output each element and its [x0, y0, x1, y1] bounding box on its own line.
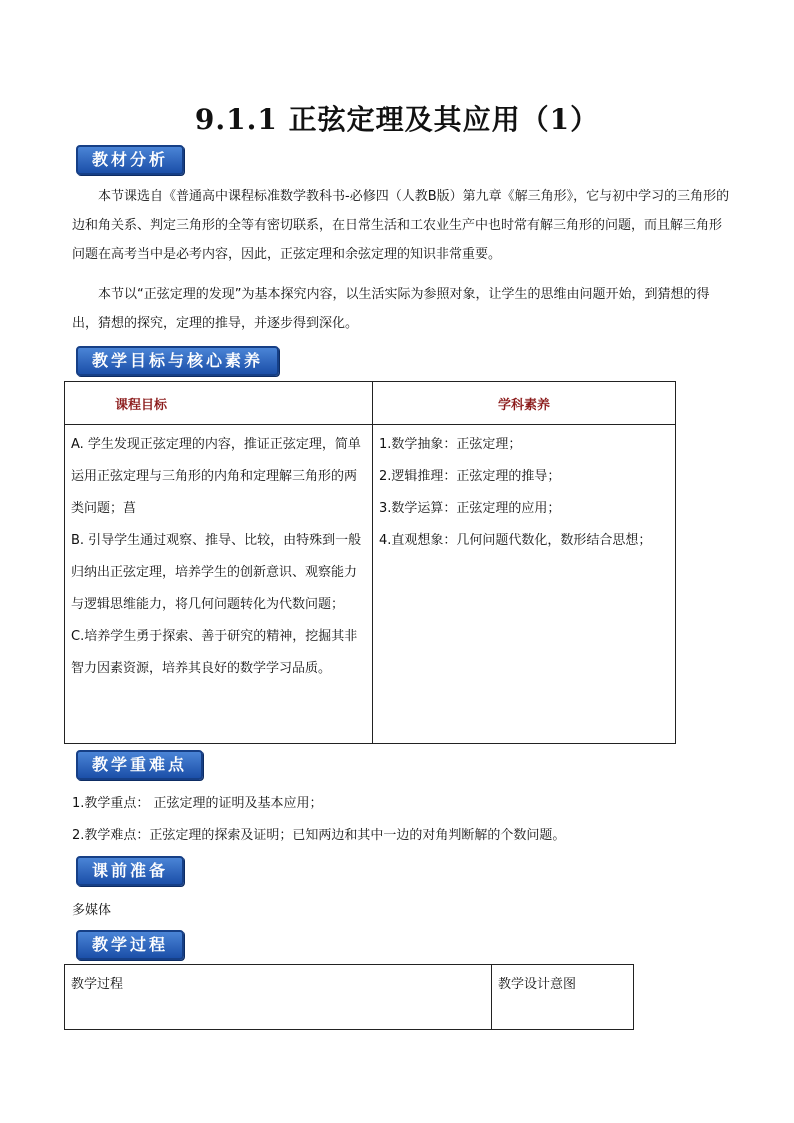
section-tag-analysis: 教材分析: [76, 145, 184, 175]
section-tag-goals: 教学目标与核心素养: [76, 346, 279, 376]
analysis-paragraph-1: 本节课选自《普通高中课程标准数学教科书-必修四（人教B版）第九章《解三角形》，它与初中学习的三角形的边和角关系、判定三角形的全等有密切联系，在日常生活和工农业生产中也时常有解三角形的问题，而且解三角形问题在高考当中是必考内容，因此，正弦定理和余弦定理的知识非常重要。: [72, 189, 730, 262]
preparation-text: 多媒体: [72, 903, 112, 918]
section-tag-difficulty: 教学重难点: [76, 750, 203, 780]
section-tag-process: 教学过程: [76, 930, 184, 960]
process-header: 教学过程: [65, 965, 492, 1030]
literacy-list: [379, 429, 669, 557]
design-intent-header: 教学设计意图: [492, 965, 634, 1030]
key-point-text: 1.教学重点： 正弦定理的证明及基本应用；: [72, 796, 323, 811]
literacy-item: 2.逻辑推理：正弦定理的推导；: [379, 469, 561, 484]
literacy-item: 4.直观想象：几何问题代数化，数形结合思想；: [379, 533, 652, 548]
difficult-point-text: 2.教学难点：正弦定理的探索及证明；已知两边和其中一边的对角判断解的个数问题。: [72, 828, 566, 843]
literacy-item: 1.数学抽象：正弦定理；: [379, 437, 522, 452]
analysis-paragraph-2: 本节以“正弦定理的发现”为基本探究内容，以生活实际为参照对象，让学生的思维由问题开始，到猜想的得出，猜想的探究，定理的推导，并逐步得到深化。: [72, 287, 710, 331]
objectives-cell: [65, 425, 373, 744]
section-tag-preparation: 课前准备: [76, 856, 184, 886]
literacy-item: 3.数学运算：正弦定理的应用；: [379, 501, 561, 516]
literacy-cell: [373, 425, 676, 744]
objective-item: A. 学生发现正弦定理的内容，推证正弦定理，简单运用正弦定理与三角形的内角和定理解三角形的两类问题；菖: [71, 437, 361, 516]
objective-item: B. 引导学生通过观察、推导、比较，由特殊到一般归纳出正弦定理，培养学生的创新意识、观察能力与逻辑思维能力，将几何问题转化为代数问题；: [71, 533, 362, 612]
goals-header-objectives: 课程目标: [65, 382, 373, 425]
page-title: 9.1.1 正弦定理及其应用（1）: [194, 103, 600, 136]
process-table: [64, 964, 634, 1030]
goals-table: [64, 381, 676, 744]
objective-item: C.培养学生勇于探索、善于研究的精神，挖掘其非智力因素资源，培养其良好的数学学习品质。: [71, 629, 358, 676]
goals-header-literacy: 学科素养: [373, 382, 676, 425]
